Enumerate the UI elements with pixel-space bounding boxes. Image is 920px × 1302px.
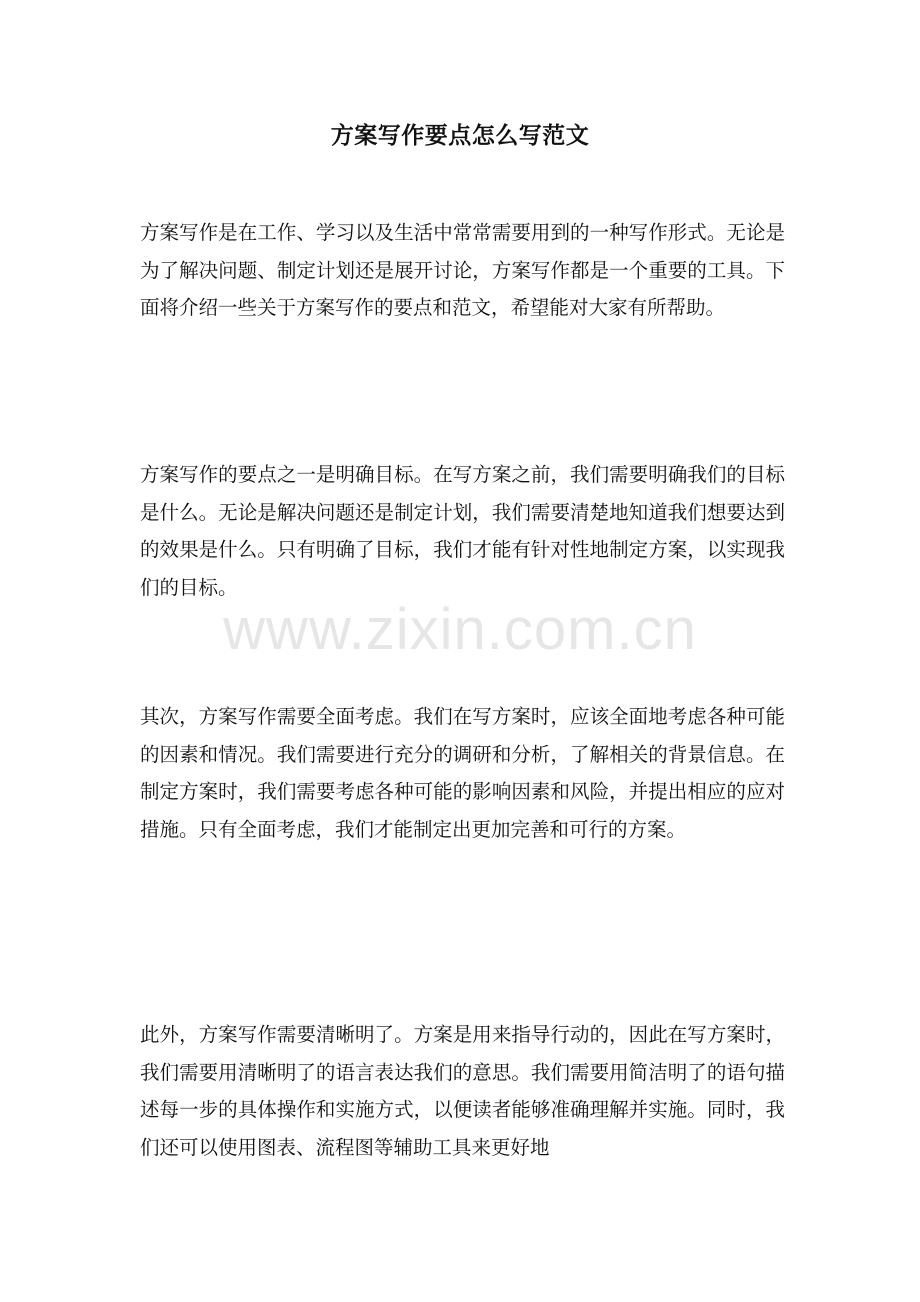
paragraph-intro: 方案写作是在工作、学习以及生活中常常需要用到的一种写作形式。无论是为了解决问题、制定计划还是展开讨论，方案写作都是一个重要的工具。下面将介绍一些关于方案写作的要点和范文，希望能对大家有所帮助。 xyxy=(140,221,785,319)
paragraph-clear-goal: 方案写作的要点之一是明确目标。在写方案之前，我们需要明确我们的目标是什么。无论是解决问题还是制定计划，我们需要清楚地知道我们想要达到的效果是什么。只有明确了目标，我们才能有针对性地制定方案，以实现我们的目标。 xyxy=(140,463,785,599)
paragraph-comprehensive: 其次，方案写作需要全面考虑。我们在写方案时，应该全面地考虑各种可能的因素和情况。我们需要进行充分的调研和分析，了解相关的背景信息。在制定方案时，我们需要考虑各种可能的影响因素和风险，并提出相应的应对措施。只有全面考虑，我们才能制定出更加完善和可行的方案。 xyxy=(140,705,785,841)
paragraph-clarity: 此外，方案写作需要清晰明了。方案是用来指导行动的，因此在写方案时，我们需要用清晰明了的语言表达我们的意思。我们需要用简洁明了的语句描述每一步的具体操作和实施方式，以便读者能够准确理解并实施。同时，我们还可以使用图表、流程图等辅助工具来更好地 xyxy=(140,1023,785,1159)
document-title: 方案写作要点怎么写范文 xyxy=(330,122,590,149)
watermark: www.zixin.com.cn xyxy=(223,597,697,662)
